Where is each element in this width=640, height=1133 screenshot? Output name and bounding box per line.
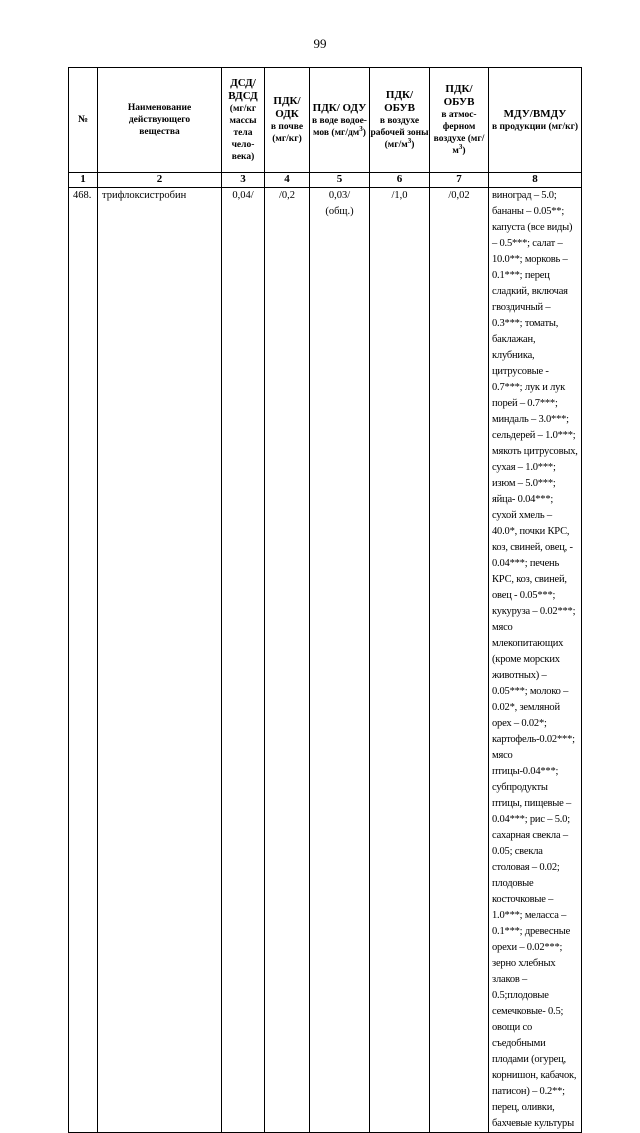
- header-dsd: [222, 68, 265, 173]
- pdk-work-value: /1,0: [370, 188, 430, 1133]
- header-pdk-water: [310, 68, 370, 173]
- header-pdk-work-unit-wrap: [370, 115, 429, 151]
- pdk-soil-value: /0,2: [265, 188, 310, 1133]
- header-pdk-atm: [430, 68, 489, 173]
- header-pdk-atm-unit: в атмос-ферном воздухе (мг/м: [433, 110, 485, 156]
- column-number: 3: [222, 173, 265, 188]
- header-row: [69, 68, 582, 173]
- column-number: 4: [265, 173, 310, 188]
- header-pdk-soil-unit: в почве (мг/кг): [270, 122, 304, 144]
- dsd-value: 0,04/: [222, 188, 265, 1133]
- header-name-text: Наименование действующего вещества: [127, 103, 192, 137]
- header-no: №: [69, 68, 98, 173]
- header-pdk-soil: [265, 68, 310, 173]
- column-number: 5: [310, 173, 370, 188]
- header-pdk-atm-unit-wrap: [430, 109, 488, 157]
- header-mdu-title: МДУ/ВМДУ: [503, 107, 567, 120]
- header-pdk-work-close: ): [411, 140, 415, 150]
- column-number: 1: [69, 173, 98, 188]
- column-number: 7: [430, 173, 489, 188]
- header-mdu: [489, 68, 582, 173]
- header-pdk-water-close: ): [362, 127, 366, 138]
- header-pdk-water-unit: в воде водое-мов (мг/дм: [312, 115, 367, 138]
- header-pdk-work-cube: 3: [407, 136, 412, 145]
- column-number: 2: [98, 173, 222, 188]
- header-pdk-atm-title: ПДК/ ОБУВ: [443, 83, 475, 108]
- column-number-row: [69, 173, 582, 188]
- pdk-atm-value: /0,02: [430, 188, 489, 1133]
- header-pdk-water-title: ПДК/ ОДУ: [312, 101, 367, 114]
- header-pdk-atm-cube: 3: [458, 142, 463, 151]
- mdu-value: виноград – 5.0; бананы – 0.05**; капуста (все виды) – 0.5***; салат – 10.0**; морковь – 0.1***; перец сладкий, включая гвоздичный – 0.3***; томаты, баклажан, клубника, цитрусовые - 0.7***; лук и лук порей – 0.7***; миндаль – 3.0***; сельдерей – 1.0***; мякоть цитрусовых, сухая – 1.0***; изюм – 5.0***; яйца- 0.04***; сухой хмель – 40.0*, почки КРС, коз, свиней, овец, - 0.04***; печень КРС, коз, свиней, овец - 0.05***; кукуруза – 0.02***; мясо млекопитающих (кроме морских животных) – 0.05***; молоко – 0.02*, земляной орех – 0.02*; картофель-0.02***; мясо птицы-0.04***; субпродукты птицы, пищевые – 0.04***; рис – 5.0; сахарная свекла – 0.05; свекла столовая – 0.02; плодовые косточковые – 1.0***; меласса – 0.1***; древесные орехи – 0.02***; зерно хлебных злаков – 0.5;плодовые семечковые- 0.5; овощи со съедобными плодами (огурец, корнишон, кабачок, патисон) – 0.2**; перец, оливки, бахчевые культуры: [489, 188, 582, 1133]
- row-number: 468.: [69, 188, 98, 1133]
- header-pdk-water-cube: 3: [359, 124, 363, 133]
- header-pdk-water-unit-wrap: [310, 115, 369, 139]
- header-pdk-work-title: ПДК/ ОБУВ: [384, 89, 415, 114]
- header-name: [98, 68, 222, 173]
- column-number: 8: [489, 173, 582, 188]
- substance-name: трифлоксистробин: [98, 188, 222, 1133]
- header-pdk-soil-title: ПДК/ ОДК: [273, 95, 301, 120]
- header-pdk-work-unit: в воздухе рабочей зоны (мг/м: [370, 116, 429, 150]
- header-dsd-title: ДСД/ ВДСД: [228, 77, 258, 102]
- page-number: 99: [313, 36, 327, 51]
- column-number: 6: [370, 173, 430, 188]
- header-pdk-work: [370, 68, 430, 173]
- header-pdk-atm-close: ): [462, 146, 466, 156]
- header-mdu-unit: в продукции (мг/кг): [491, 121, 579, 132]
- pdk-water-value: 0,03/ (общ.): [310, 188, 370, 1133]
- table-row: [69, 188, 582, 1133]
- header-dsd-unit: (мг/кг массы тела чело-века): [229, 104, 257, 162]
- pesticide-table: [68, 67, 582, 1133]
